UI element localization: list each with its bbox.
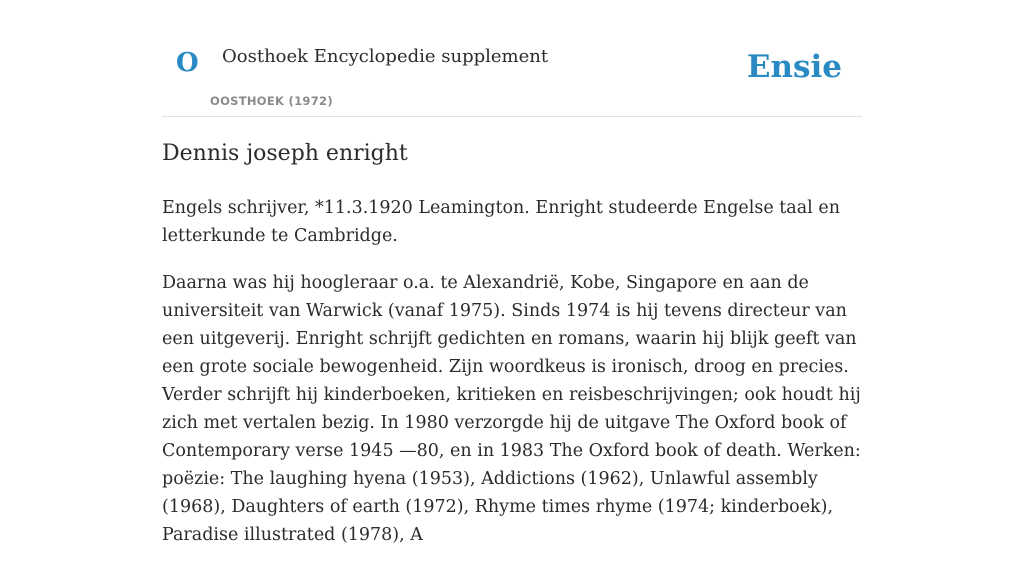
article [162, 138, 874, 568]
source-logo-letter[interactable]: O [176, 48, 199, 78]
ensie-logo-link[interactable]: Ensie [746, 49, 842, 85]
article-title: Dennis joseph enright [162, 141, 408, 166]
source-publisher: OOSTHOEK (1972) [210, 94, 333, 108]
source-header [162, 0, 862, 117]
article-paragraph: Engels schrijver, *11.3.1920 Leamington. Enright studeerde Engelse taal en letterkunde te Cambridge. [162, 198, 840, 246]
source-title-link[interactable]: Oosthoek Encyclopedie supplement [222, 46, 549, 67]
article-paragraph: Daarna was hij hoogleraar o.a. te Alexandrië, Kobe, Singapore en aan de universiteit van Warwick (vanaf 1975). Sinds 1974 is hij tevens directeur van een uitgeverij. Enright schrijft gedichten en romans, waarin hij blijk geeft van een grote sociale bewogenheid. Zijn woordkeus is ironisch, droog en precies. Verder schrijft hij kinderboeken, kritieken en reisbeschrijvingen; ook houdt hij zich met vertalen bezig. In 1980 verzorgde hij de uitgave The Oxford book of Contemporary verse 1945 —80, en in 1983 The Oxford book of death. Werken: poëzie: The laughing hyena (1953), Addictions (1962), Unlawful assembly (1968), Daughters of earth (1972), Rhyme times rhyme (1974; kinderboek), Paradise illustrated (1978), A [162, 273, 861, 545]
